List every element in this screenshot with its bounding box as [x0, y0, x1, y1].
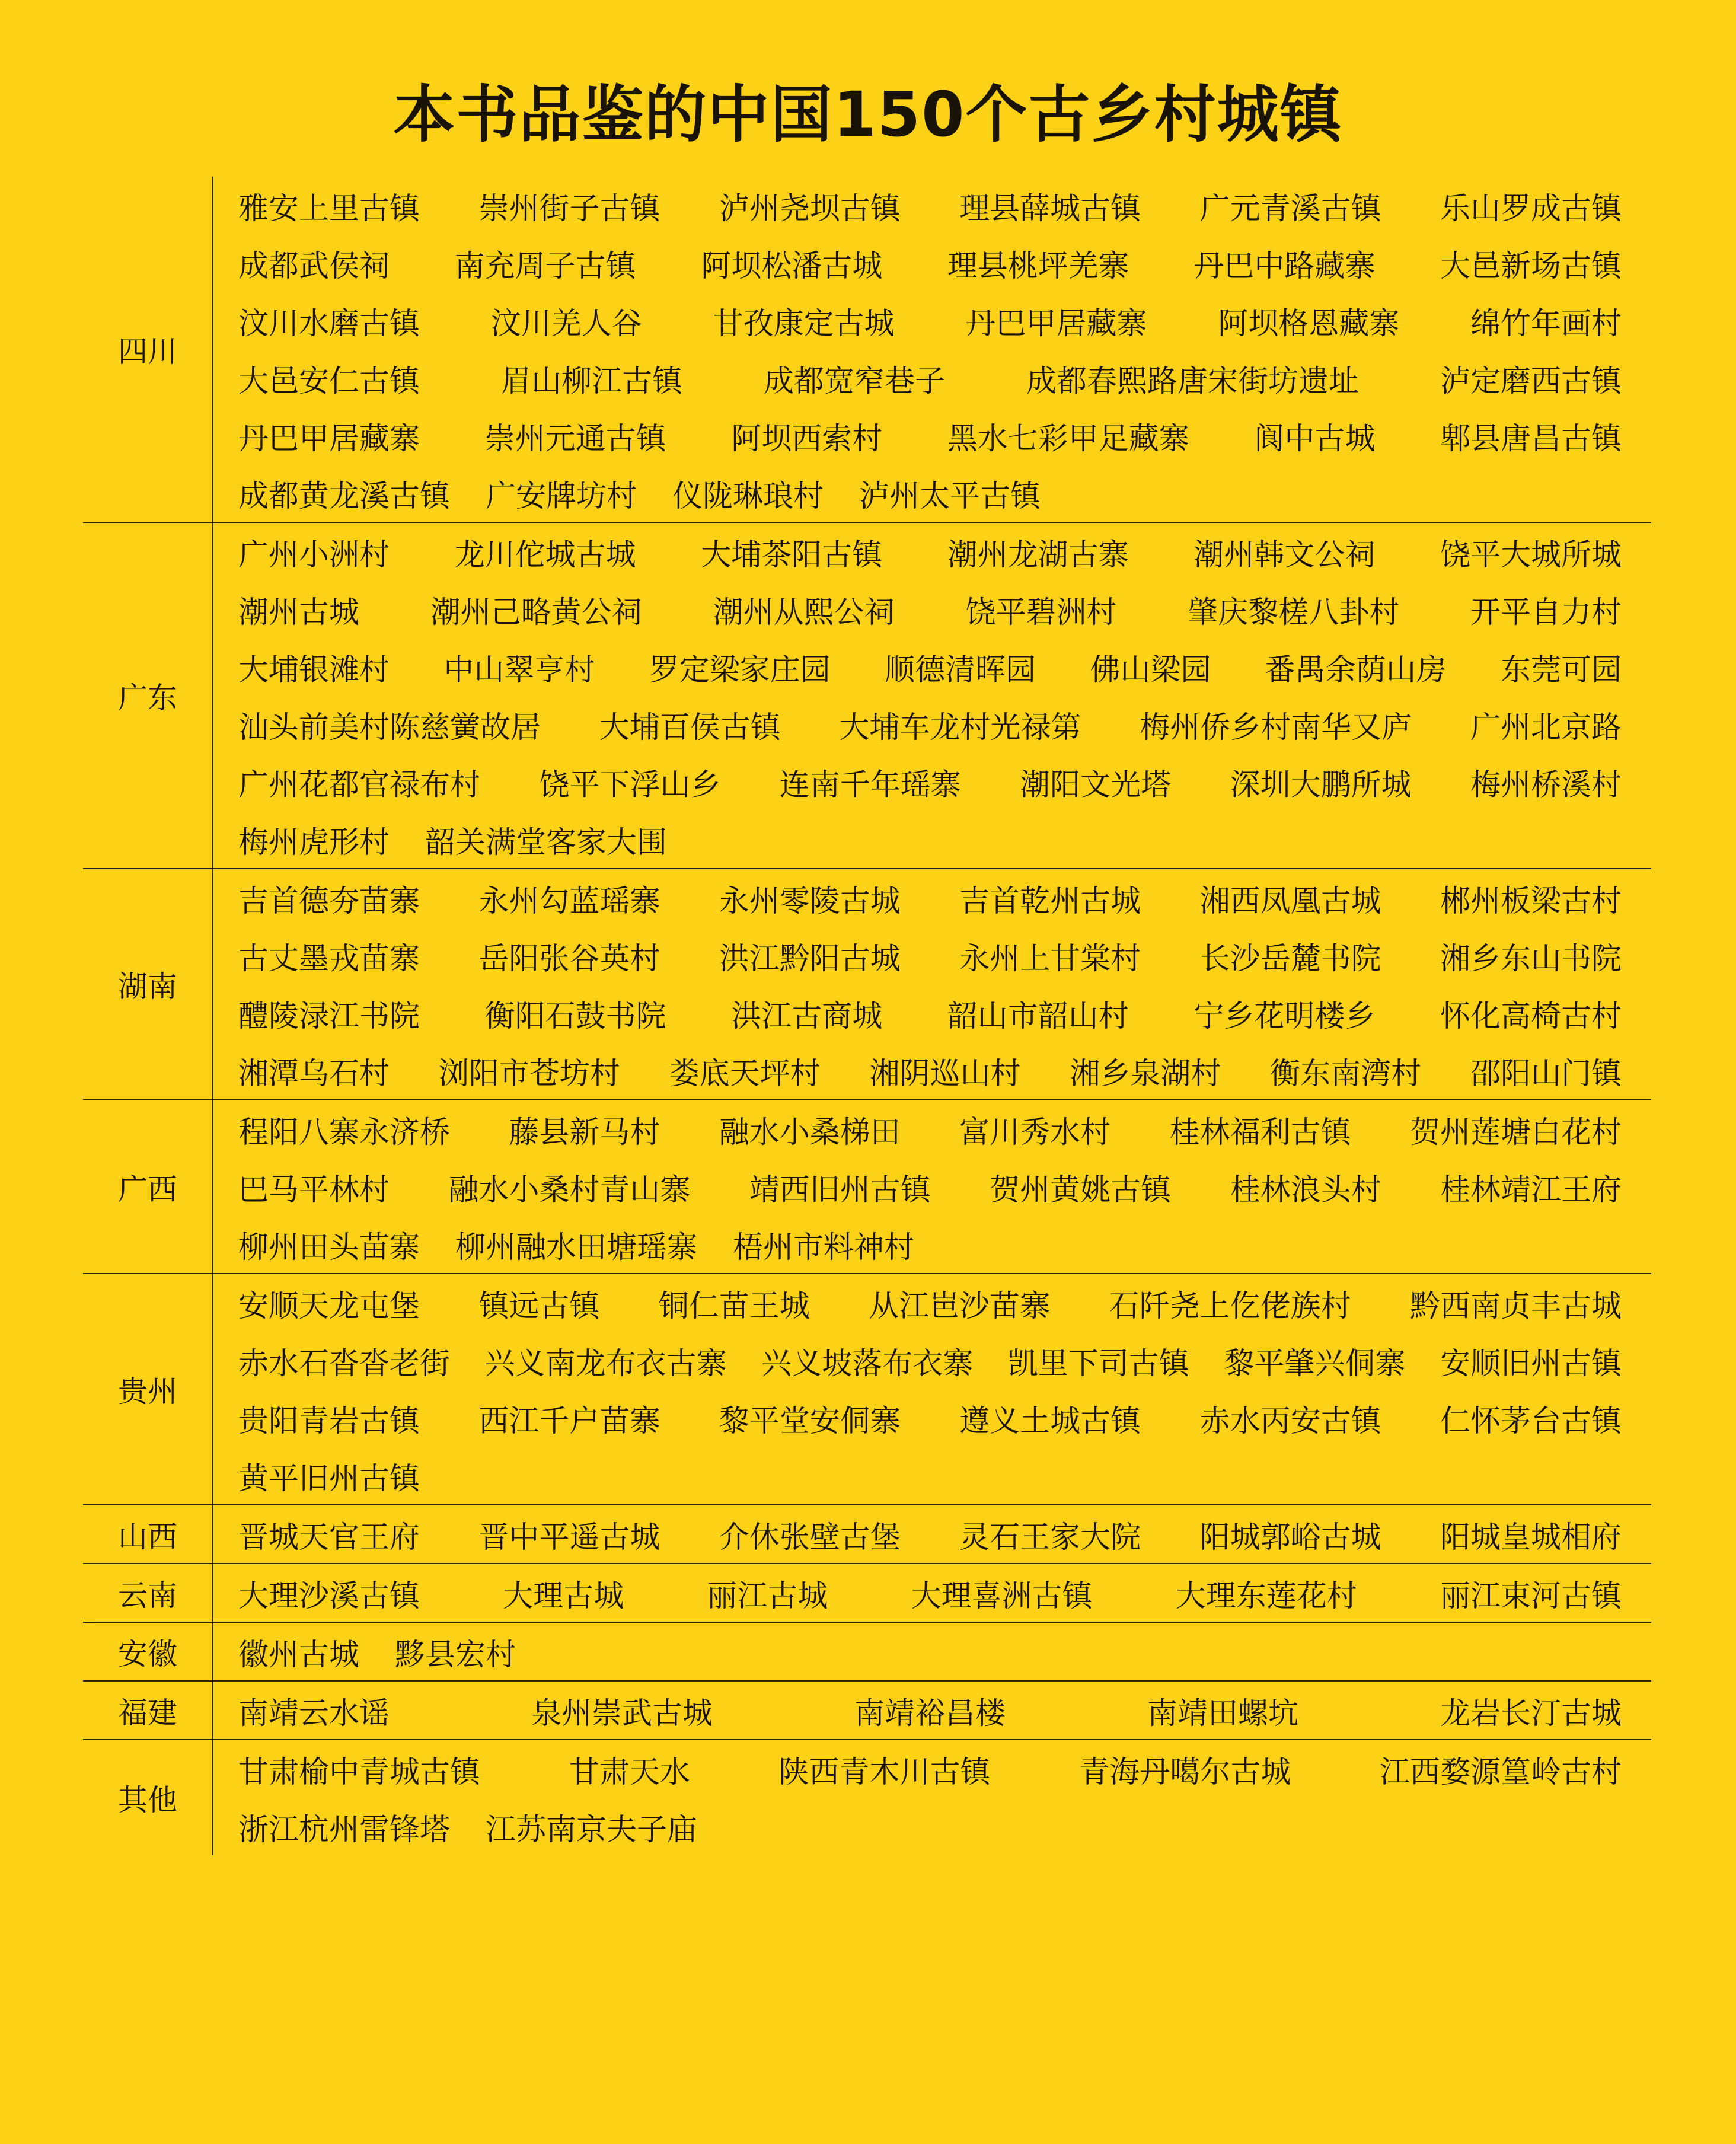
town-item: 东莞可园: [1500, 652, 1622, 688]
town-item: 黎平堂安侗寨: [719, 1403, 901, 1439]
province-label: 安徽: [83, 1623, 213, 1680]
town-item: 富川秀水村: [959, 1115, 1111, 1150]
town-item: 柳州田头苗寨: [238, 1230, 420, 1265]
town-item: 桂林浪头村: [1230, 1172, 1381, 1208]
town-item: 阿坝格恩藏寨: [1218, 306, 1400, 342]
town-item: 梅州侨乡村南华又庐: [1140, 710, 1412, 745]
town-item: 广元青溪古镇: [1199, 191, 1381, 226]
town-list: [213, 177, 1651, 522]
town-line: [238, 927, 1651, 984]
town-line: [238, 1505, 1651, 1563]
town-item: 兴义坡落布衣寨: [761, 1346, 974, 1382]
town-item: 顺德清晖园: [884, 652, 1036, 688]
town-item: 黄平旧州古镇: [238, 1461, 420, 1497]
province-row: [83, 1274, 1651, 1505]
town-item: 潮州古城: [238, 595, 360, 630]
town-item: 青海丹噶尔古城: [1079, 1754, 1291, 1790]
town-item: 深圳大鹏所城: [1230, 767, 1412, 803]
town-line: [238, 1389, 1651, 1447]
province-label: 福建: [83, 1682, 213, 1739]
town-item: 泸州尧坝古镇: [719, 191, 901, 226]
town-item: 衡阳石鼓书院: [484, 998, 666, 1034]
town-line: [238, 695, 1651, 753]
town-item: 肇庆黎槎八卦村: [1188, 595, 1400, 630]
town-item: 程阳八寨永济桥: [238, 1115, 451, 1150]
town-item: 甘肃天水: [569, 1754, 690, 1790]
town-line: [238, 1798, 1651, 1855]
town-line: [238, 464, 1651, 522]
town-item: 汶川羌人谷: [490, 306, 642, 342]
town-list: [213, 1505, 1651, 1563]
town-item: 赤水石沓沓老街: [238, 1346, 451, 1382]
town-line: [238, 580, 1651, 638]
town-item: 中山翠亨村: [443, 652, 595, 688]
town-item: 从江岜沙苗寨: [869, 1288, 1051, 1324]
town-line: [238, 407, 1651, 464]
town-item: 西江千户苗寨: [478, 1403, 660, 1439]
town-item: 吉首乾州古城: [959, 883, 1141, 919]
town-item: 番禺余荫山房: [1265, 652, 1447, 688]
town-list: [213, 1682, 1651, 1739]
town-line: [238, 984, 1651, 1042]
town-item: 湘阴巡山村: [869, 1056, 1021, 1092]
town-item: 绵竹年画村: [1470, 306, 1622, 342]
town-item: 饶平碧洲村: [965, 595, 1117, 630]
town-item: 贵阳青岩古镇: [238, 1403, 420, 1439]
province-row: [83, 1623, 1651, 1682]
town-item: 黎平肇兴侗寨: [1224, 1346, 1406, 1382]
province-label: 四川: [83, 177, 213, 522]
town-item: 黔西南贞丰古城: [1409, 1288, 1622, 1324]
town-item: 凯里下司古镇: [1007, 1346, 1189, 1382]
town-list: [213, 1100, 1651, 1273]
town-item: 娄底天坪村: [669, 1056, 821, 1092]
town-item: 宁乡花明楼乡: [1194, 998, 1376, 1034]
town-line: [238, 1274, 1651, 1332]
town-item: 泉州崇武古城: [531, 1696, 713, 1731]
town-item: 湘乡泉湖村: [1070, 1056, 1221, 1092]
town-item: 铜仁苗王城: [658, 1288, 810, 1324]
province-row: [83, 523, 1651, 869]
town-item: 潮州从熙公祠: [713, 595, 895, 630]
town-item: 江西婺源篁岭古村: [1379, 1754, 1622, 1790]
town-item: 介休张壁古堡: [719, 1520, 901, 1555]
town-item: 赤水丙安古镇: [1199, 1403, 1381, 1439]
town-item: 大埔百侯古镇: [599, 710, 781, 745]
town-item: 佛山梁园: [1090, 652, 1211, 688]
town-item: 龙岩长汀古城: [1440, 1696, 1622, 1731]
town-list: [213, 1623, 1651, 1680]
town-item: 潮阳文光塔: [1020, 767, 1172, 803]
town-item: 徽州古城: [238, 1637, 360, 1673]
town-item: 桂林靖江王府: [1440, 1172, 1622, 1208]
town-item: 大埔银滩村: [238, 652, 390, 688]
town-line: [238, 1564, 1651, 1622]
town-item: 潮州己略黄公祠: [430, 595, 642, 630]
town-item: 靖西旧州古镇: [749, 1172, 931, 1208]
town-item: 郫县唐昌古镇: [1440, 421, 1622, 457]
town-line: [238, 523, 1651, 580]
province-row: [83, 1564, 1651, 1623]
town-item: 醴陵渌江书院: [238, 998, 420, 1034]
town-item: 柳州融水田塘瑶寨: [455, 1230, 698, 1265]
town-item: 成都宽窄巷子: [763, 363, 945, 399]
town-item: 崇州街子古镇: [478, 191, 660, 226]
town-item: 古丈墨戎苗寨: [238, 941, 420, 977]
town-item: 南靖裕昌楼: [854, 1696, 1006, 1731]
town-item: 融水小桑梯田: [719, 1115, 901, 1150]
town-table: [83, 177, 1651, 1855]
town-item: 成都武侯祠: [238, 248, 390, 284]
province-row: [83, 177, 1651, 523]
town-item: 梧州市料神村: [733, 1230, 915, 1265]
town-item: 桂林福利古镇: [1169, 1115, 1351, 1150]
town-item: 阆中古城: [1254, 421, 1376, 457]
province-label: 山西: [83, 1505, 213, 1563]
town-item: 湘西凤凰古城: [1199, 883, 1381, 919]
town-item: 大埔茶阳古镇: [701, 537, 883, 573]
town-item: 阿坝西索村: [731, 421, 883, 457]
town-line: [238, 638, 1651, 695]
town-item: 广州小洲村: [238, 537, 390, 573]
page-title: 本书品鉴的中国150个古乡村城镇: [393, 78, 1343, 151]
town-item: 南靖田螺坑: [1147, 1696, 1298, 1731]
town-item: 石阡尧上仡佬族村: [1109, 1288, 1351, 1324]
town-item: 理县薛城古镇: [959, 191, 1141, 226]
town-line: [238, 1100, 1651, 1158]
town-item: 永州零陵古城: [719, 883, 901, 919]
town-item: 大邑新场古镇: [1440, 248, 1622, 284]
town-item: 成都黄龙溪古镇: [238, 478, 451, 514]
town-list: [213, 1274, 1651, 1504]
town-item: 南靖云水谣: [238, 1696, 390, 1731]
town-item: 怀化高椅古村: [1440, 998, 1622, 1034]
town-item: 阳城郭峪古城: [1199, 1520, 1381, 1555]
town-line: [238, 1623, 1651, 1680]
town-item: 大邑安仁古镇: [238, 363, 420, 399]
town-item: 阳城皇城相府: [1440, 1520, 1622, 1555]
town-item: 大埔车龙村光禄第: [839, 710, 1081, 745]
town-line: [238, 177, 1651, 234]
town-item: 乐山罗成古镇: [1440, 191, 1622, 226]
town-item: 丽江古城: [707, 1578, 828, 1614]
town-item: 汶川水磨古镇: [238, 306, 420, 342]
town-item: 贺州黄姚古镇: [990, 1172, 1172, 1208]
town-item: 开平自力村: [1470, 595, 1622, 630]
town-item: 南充周子古镇: [454, 248, 636, 284]
town-item: 湘潭乌石村: [238, 1056, 390, 1092]
town-line: [238, 292, 1651, 349]
province-row: [83, 1100, 1651, 1274]
town-item: 大理喜洲古镇: [911, 1578, 1093, 1614]
town-item: 龙川佗城古城: [454, 537, 636, 573]
town-line: [238, 1682, 1651, 1739]
town-item: 泸州太平古镇: [859, 478, 1041, 514]
town-item: 镇远古镇: [478, 1288, 600, 1324]
town-line: [238, 1042, 1651, 1099]
province-row: [83, 1505, 1651, 1564]
town-item: 兴义南龙布衣古寨: [484, 1346, 727, 1382]
town-item: 长沙岳麓书院: [1199, 941, 1381, 977]
town-item: 陕西青木川古镇: [778, 1754, 991, 1790]
town-item: 饶平大城所城: [1440, 537, 1622, 573]
town-item: 郴州板梁古村: [1440, 883, 1622, 919]
town-item: 贺州莲塘白花村: [1409, 1115, 1622, 1150]
province-row: [83, 1740, 1651, 1855]
town-line: [238, 1332, 1651, 1389]
town-list: [213, 1564, 1651, 1622]
town-item: 甘肃榆中青城古镇: [238, 1754, 481, 1790]
town-item: 大理东莲花村: [1175, 1578, 1357, 1614]
town-item: 连南千年瑶寨: [779, 767, 961, 803]
town-item: 丽江束河古镇: [1440, 1578, 1622, 1614]
town-item: 吉首德夯苗寨: [238, 883, 420, 919]
town-item: 衡东南湾村: [1270, 1056, 1422, 1092]
town-item: 安顺旧州古镇: [1440, 1346, 1622, 1382]
town-item: 湘乡东山书院: [1440, 941, 1622, 977]
town-item: 阿坝松潘古城: [701, 248, 883, 284]
town-item: 永州上甘棠村: [959, 941, 1141, 977]
town-line: [238, 811, 1651, 868]
town-list: [213, 1740, 1651, 1855]
town-item: 崇州元通古镇: [484, 421, 666, 457]
town-line: [238, 869, 1651, 927]
province-row: [83, 869, 1651, 1100]
town-item: 韶关满堂客家大围: [425, 825, 668, 860]
town-item: 黑水七彩甲足藏寨: [947, 421, 1189, 457]
town-item: 成都春熙路唐宋街坊遗址: [1026, 363, 1359, 399]
town-list: [213, 523, 1651, 868]
town-line: [238, 1740, 1651, 1798]
town-item: 晋城天官王府: [238, 1520, 420, 1555]
town-item: 巴马平林村: [238, 1172, 390, 1208]
town-item: 黟县宏村: [395, 1637, 516, 1673]
town-item: 广州花都官禄布村: [238, 767, 481, 803]
town-item: 藤县新马村: [509, 1115, 660, 1150]
town-line: [238, 234, 1651, 292]
town-item: 梅州虎形村: [238, 825, 390, 860]
town-item: 甘孜康定古城: [713, 306, 895, 342]
province-label: 云南: [83, 1564, 213, 1622]
province-label: 湖南: [83, 869, 213, 1099]
town-item: 安顺天龙屯堡: [238, 1288, 420, 1324]
town-item: 广安牌坊村: [486, 478, 637, 514]
town-line: [238, 349, 1651, 407]
town-item: 罗定梁家庄园: [649, 652, 831, 688]
town-item: 广州北京路: [1470, 710, 1622, 745]
town-line: [238, 753, 1651, 811]
town-item: 眉山柳江古镇: [500, 363, 682, 399]
town-item: 韶山市韶山村: [947, 998, 1129, 1034]
province-label: 其他: [83, 1740, 213, 1855]
town-item: 浏阳市苍坊村: [438, 1056, 620, 1092]
town-item: 潮州龙湖古寨: [947, 537, 1129, 573]
town-item: 饶平下浮山乡: [539, 767, 721, 803]
town-item: 融水小桑村青山寨: [448, 1172, 691, 1208]
town-item: 理县桃坪羌寨: [947, 248, 1129, 284]
town-item: 丹巴甲居藏寨: [238, 421, 420, 457]
town-item: 丹巴中路藏寨: [1194, 248, 1376, 284]
town-item: 泸定磨西古镇: [1440, 363, 1622, 399]
town-item: 仁怀茅台古镇: [1440, 1403, 1622, 1439]
town-line: [238, 1158, 1651, 1215]
town-item: 梅州桥溪村: [1470, 767, 1622, 803]
town-item: 遵义土城古镇: [959, 1403, 1141, 1439]
town-item: 汕头前美村陈慈黉故居: [238, 710, 541, 745]
town-line: [238, 1215, 1651, 1273]
town-item: 永州勾蓝瑶寨: [478, 883, 660, 919]
town-item: 大理古城: [503, 1578, 624, 1614]
province-label: 贵州: [83, 1274, 213, 1504]
town-item: 晋中平遥古城: [478, 1520, 660, 1555]
town-list: [213, 869, 1651, 1099]
town-line: [238, 1447, 1651, 1504]
town-item: 大理沙溪古镇: [238, 1578, 420, 1614]
town-item: 浙江杭州雷锋塔: [238, 1812, 451, 1848]
province-row: [83, 1682, 1651, 1740]
town-item: 江苏南京夫子庙: [486, 1812, 698, 1848]
town-item: 洪江古商城: [731, 998, 883, 1034]
town-item: 雅安上里古镇: [238, 191, 420, 226]
town-item: 灵石王家大院: [959, 1520, 1141, 1555]
province-label: 广西: [83, 1100, 213, 1273]
town-item: 邵阳山门镇: [1470, 1056, 1622, 1092]
province-label: 广东: [83, 523, 213, 868]
town-item: 仪陇琳琅村: [672, 478, 824, 514]
town-item: 洪江黔阳古城: [719, 941, 901, 977]
town-item: 潮州韩文公祠: [1194, 537, 1376, 573]
town-item: 丹巴甲居藏寨: [965, 306, 1147, 342]
town-item: 岳阳张谷英村: [478, 941, 660, 977]
